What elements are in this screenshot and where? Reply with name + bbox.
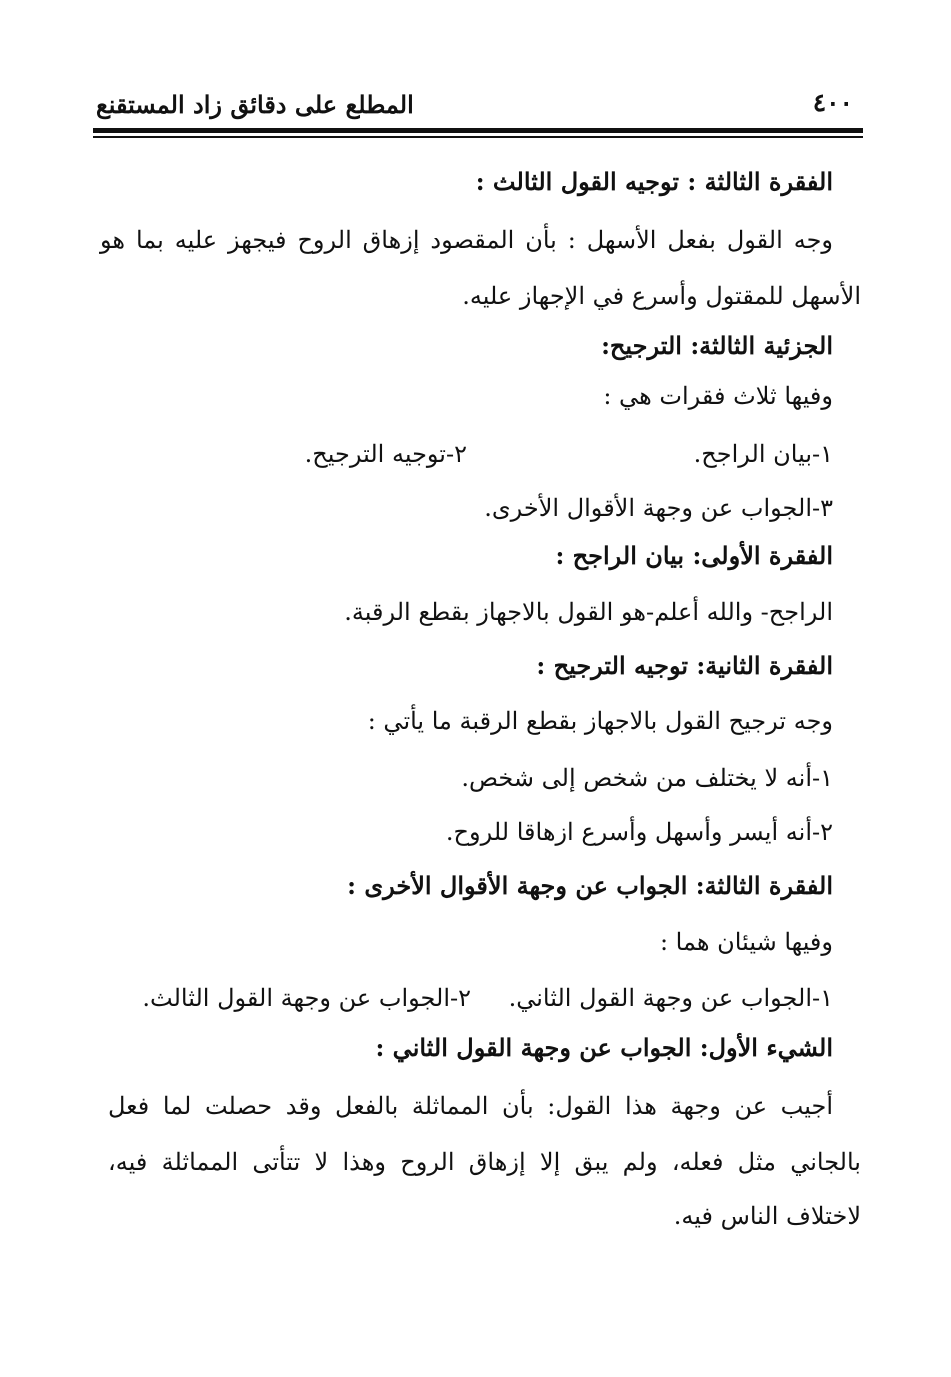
list-item: ١-بيان الراجح.	[693, 440, 833, 468]
header-rule-thick	[93, 128, 863, 133]
page-number: ٤٠٠	[812, 88, 853, 117]
paragraph-line: الأسهل للمقتول وأسرع في الإجهاز عليه.	[462, 282, 861, 310]
paragraph-line: وفيها ثلاث فقرات هي :	[603, 382, 833, 410]
list-item: ٢-الجواب عن وجهة القول الثالث.	[142, 984, 471, 1012]
section-heading: الفقرة الثالثة: الجواب عن وجهة الأقوال الأخرى :	[347, 871, 833, 900]
section-heading: الجزئية الثالثة: الترجيح:	[601, 331, 833, 360]
list-item: ٣-الجواب عن وجهة الأقوال الأخرى.	[484, 494, 833, 522]
paragraph-line: وجه القول بفعل الأسهل : بأن المقصود إزهاق الروح فيجهز عليه بما هو	[100, 226, 833, 254]
paragraph-line: الراجح- والله أعلم-هو القول بالاجهاز بقطع الرقبة.	[344, 598, 833, 626]
paragraph-line: وفيها شيئان هما :	[659, 928, 833, 956]
section-heading: الفقرة الثالثة : توجيه القول الثالث :	[475, 167, 833, 196]
list-item: ٢-أنه أيسر وأسهل وأسرع ازهاقا للروح.	[445, 818, 833, 846]
list-item: ٢-توجيه الترجيح.	[304, 440, 467, 468]
paragraph-line: أجيب عن وجهة هذا القول: بأن المماثلة بالفعل وقد حصلت لما فعل	[108, 1092, 833, 1120]
section-heading: الشيء الأول: الجواب عن وجهة القول الثاني :	[375, 1033, 833, 1062]
section-heading: الفقرة الأولى: بيان الراجح :	[555, 541, 833, 570]
page-header	[96, 88, 863, 128]
paragraph-line: بالجاني مثل فعله، ولم يبق إلا إزهاق الروح وهذا لا تتأتى المماثلة فيه،	[108, 1148, 861, 1176]
list-item: ١-الجواب عن وجهة القول الثاني.	[508, 984, 833, 1012]
paragraph-line: وجه ترجيح القول بالاجهاز بقطع الرقبة ما يأتي :	[367, 707, 833, 735]
header-rule-thin	[93, 136, 863, 138]
paragraph-line: لاختلاف الناس فيه.	[673, 1202, 861, 1230]
section-heading: الفقرة الثانية: توجيه الترجيح :	[536, 651, 833, 680]
book-title: المطلع على دقائق زاد المستقنع	[96, 90, 414, 119]
list-item: ١-أنه لا يختلف من شخص إلى شخص.	[461, 764, 833, 792]
